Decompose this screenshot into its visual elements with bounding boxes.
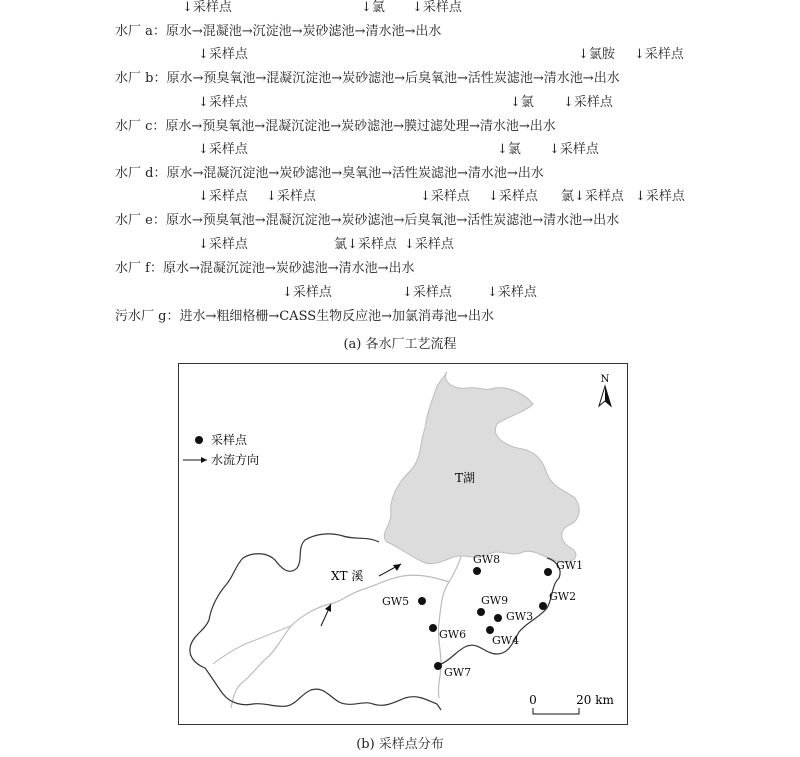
- sample-site-gw9: [477, 608, 485, 616]
- lake-area: [384, 372, 579, 564]
- map-svg: [179, 364, 627, 724]
- chlorine-mark: ↓氯: [497, 142, 521, 157]
- sample-site-label: GW8: [473, 553, 501, 566]
- sample-site-label: GW2: [549, 590, 577, 603]
- sample-site-gw1: [544, 568, 552, 576]
- sampling-map: [178, 363, 628, 725]
- sample-mark: ↓采样点: [563, 95, 613, 110]
- sample-mark: ↓采样点: [198, 142, 248, 157]
- scale-bar: [533, 708, 579, 714]
- lake-label: T湖: [455, 471, 476, 485]
- sample-mark: ↓采样点: [198, 237, 248, 252]
- sample-mark: ↓采样点: [198, 47, 248, 62]
- legend-point-label: 采样点: [211, 433, 248, 447]
- sample-mark: ↓采样点: [198, 189, 248, 204]
- sample-mark: ↓采样点: [549, 142, 599, 157]
- sample-mark: ↓采样点: [488, 189, 538, 204]
- flow-line-a: 水厂 a：原水→混凝池→沉淀池→炭砂滤池→清水池→出水: [115, 24, 442, 39]
- sample-mark: ↓采样点: [412, 0, 462, 15]
- sample-site-gw4: [486, 626, 494, 634]
- sample-mark: ↓采样点: [634, 47, 684, 62]
- sample-mark: ↓采样点: [182, 0, 232, 15]
- sample-site-label: GW3: [506, 610, 534, 623]
- sample-mark: ↓采样点: [487, 285, 537, 300]
- chlorine-sample-mark: 氯↓采样点: [334, 237, 397, 252]
- caption-b: (b) 采样点分布: [356, 737, 444, 752]
- sample-site-label: GW7: [444, 666, 472, 679]
- sample-site-gw7: [434, 662, 442, 670]
- flow-line-g: 污水厂 g：进水→粗细格栅→CASS生物反应池→加氯消毒池→出水: [115, 309, 494, 324]
- scale-zero: 0: [529, 693, 537, 707]
- district-boundary-east: [441, 558, 560, 664]
- sample-site-label: GW6: [439, 628, 467, 641]
- caption-a: (a) 各水厂工艺流程: [343, 337, 457, 352]
- district-boundary: [190, 534, 441, 710]
- legend-point-icon: [195, 436, 203, 444]
- sample-sites: [382, 553, 583, 679]
- sample-site-label: GW4: [492, 634, 520, 647]
- sample-site-gw6: [429, 624, 437, 632]
- chloramine-mark: ↓氯胺: [578, 47, 615, 62]
- legend-flow-label: 水流方向: [211, 453, 260, 467]
- sample-mark: ↓采样点: [635, 189, 685, 204]
- scale-end: 20 km: [576, 693, 614, 707]
- sample-site-label: GW1: [556, 559, 584, 572]
- sample-site-gw5: [418, 597, 426, 605]
- sample-mark: ↓采样点: [266, 189, 316, 204]
- flow-line-e: 水厂 e：原水→预臭氧池→混凝沉淀池→炭砂滤池→后臭氧池→活性炭滤池→清水池→出水: [115, 213, 620, 228]
- chlorine-sample-mark: 氯↓采样点: [561, 189, 624, 204]
- flow-line-b: 水厂 b：原水→预臭氧池→混凝沉淀池→炭砂滤池→后臭氧池→活性炭滤池→清水池→出水: [115, 71, 620, 86]
- sample-mark: ↓采样点: [198, 95, 248, 110]
- sample-mark: ↓采样点: [282, 285, 332, 300]
- sample-site-label: GW9: [481, 594, 509, 607]
- stream-label: XT 溪: [331, 569, 364, 583]
- sample-mark: ↓采样点: [404, 237, 454, 252]
- sample-mark: ↓采样点: [420, 189, 470, 204]
- chlorine-mark: ↓氯: [510, 95, 534, 110]
- sample-site-gw2: [539, 602, 547, 610]
- stream-xt: [231, 575, 449, 708]
- stream-tributary: [213, 626, 291, 664]
- flow-line-d: 水厂 d：原水→混凝沉淀池→炭砂滤池→臭氧池→活性炭滤池→清水池→出水: [115, 166, 544, 181]
- flow-line-c: 水厂 c：原水→预臭氧池→混凝沉淀池→炭砂滤池→膜过滤处理→清水池→出水: [115, 119, 556, 134]
- sample-mark: ↓采样点: [402, 285, 452, 300]
- sample-site-gw8: [473, 567, 481, 575]
- sample-site-label: GW5: [382, 595, 410, 608]
- flow-line-f: 水厂 f：原水→混凝沉淀池→炭砂滤池→清水池→出水: [115, 261, 415, 276]
- north-label: N: [600, 374, 610, 385]
- chlorine-mark: ↓氯: [361, 0, 385, 15]
- sample-site-gw3: [494, 614, 502, 622]
